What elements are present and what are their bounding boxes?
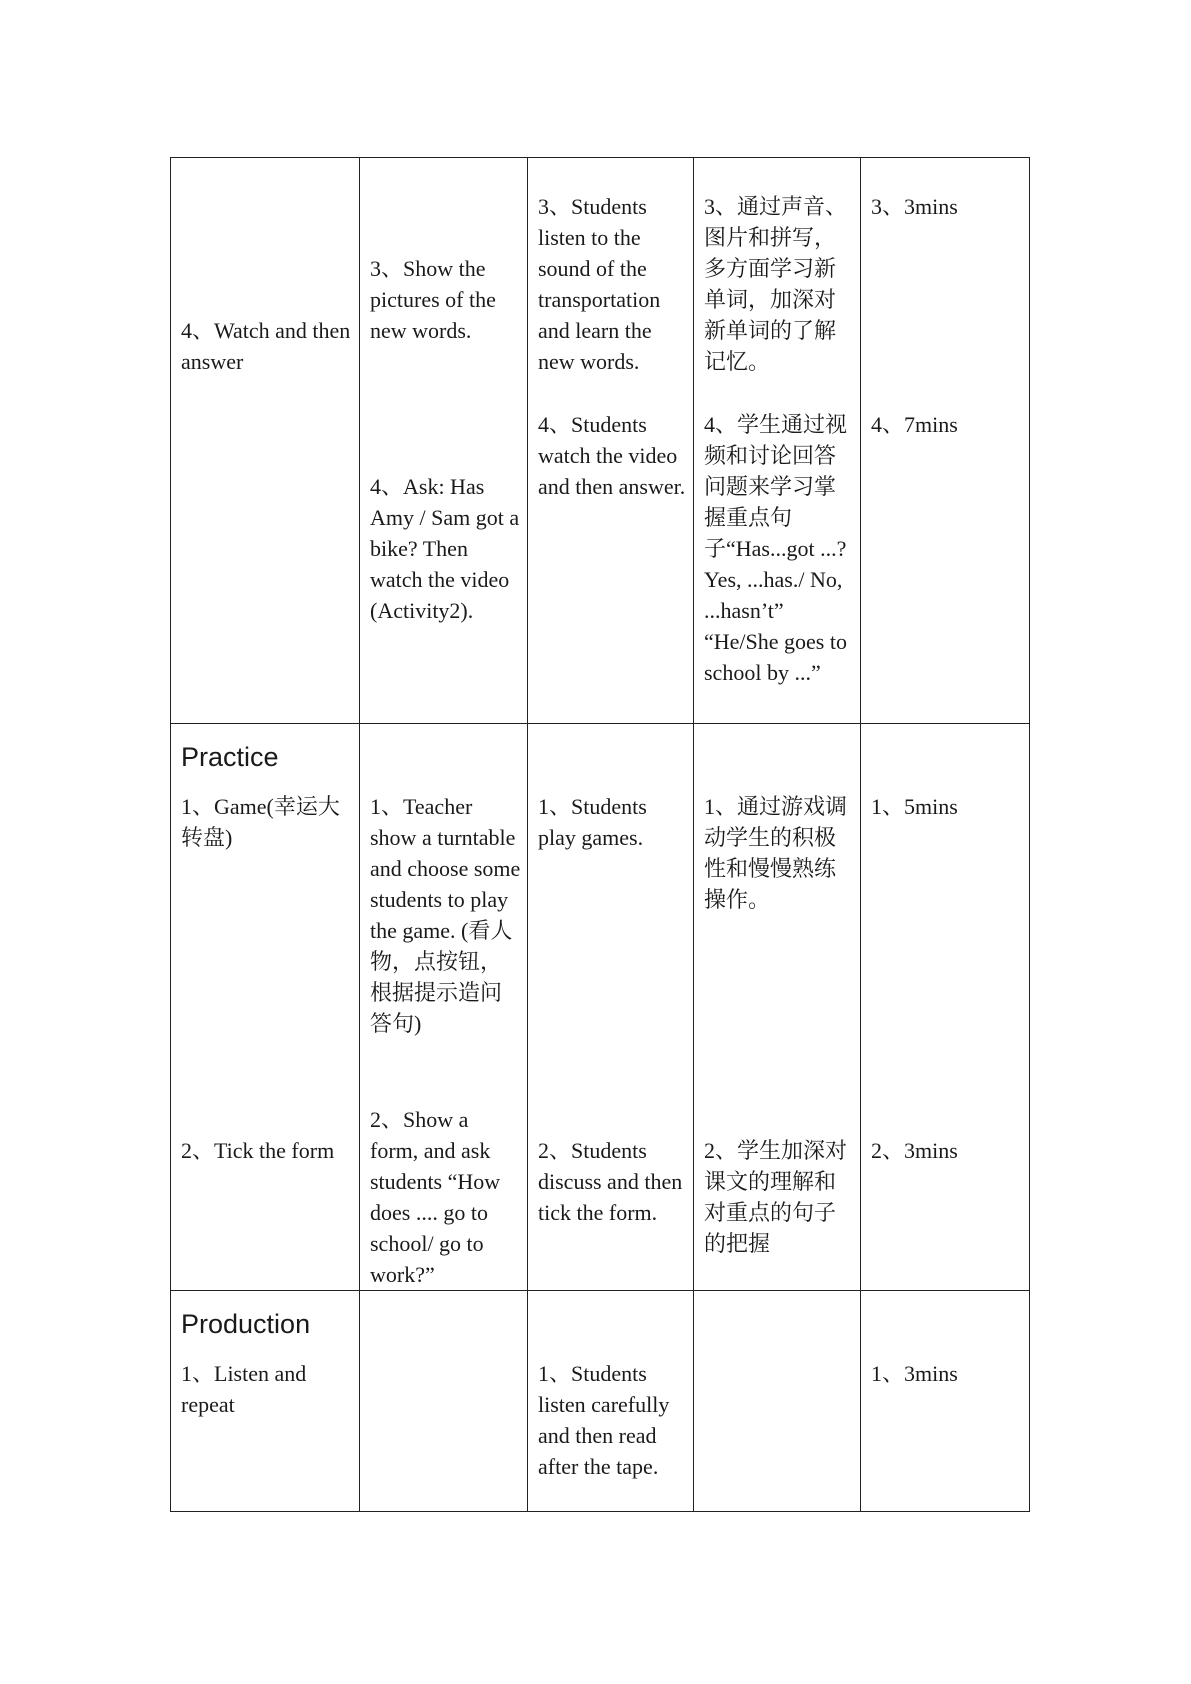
time-value: 1、5mins bbox=[871, 794, 958, 819]
procedure-cell bbox=[171, 724, 360, 1291]
purpose-step: 4、学生通过视频和讨论回答问题来学习掌握重点句子“Has...got ...? Yes, ...has./ No, ...hasn’t” “He/She goes to school by ...” bbox=[704, 412, 848, 685]
table-row bbox=[171, 1291, 1030, 1512]
time-cell bbox=[861, 158, 1030, 724]
purpose-step: 1、通过游戏调动学生的积极性和慢慢熟练操作。 bbox=[704, 794, 848, 912]
teacher-step: 3、Show the pictures of the new words. bbox=[370, 256, 496, 343]
procedure-step: 1、Listen and repeat bbox=[181, 1361, 307, 1417]
procedure-step: 2、Tick the form bbox=[181, 1138, 335, 1163]
student-step: 2、Students discuss and then tick the form. bbox=[538, 1138, 683, 1225]
section-heading-practice: Practice bbox=[181, 742, 279, 772]
procedure-step: 4、Watch and then answer bbox=[181, 318, 351, 374]
teacher-activity-cell bbox=[360, 158, 528, 724]
table-row bbox=[171, 724, 1030, 1291]
purpose-cell bbox=[694, 158, 861, 724]
teacher-step: 2、Show a form, and ask students “How does .... go to school/ go to work?” bbox=[370, 1107, 501, 1287]
time-value: 4、7mins bbox=[871, 412, 958, 437]
procedure-cell bbox=[171, 158, 360, 724]
student-step: 3、Students listen to the sound of the transportation and learn the new words. bbox=[538, 194, 661, 374]
teacher-activity-cell bbox=[360, 724, 528, 1291]
purpose-cell bbox=[694, 1291, 861, 1512]
student-activity-cell bbox=[528, 724, 694, 1291]
time-cell bbox=[861, 724, 1030, 1291]
table-row bbox=[171, 158, 1030, 724]
time-value: 1、3mins bbox=[871, 1361, 958, 1386]
student-step: 1、Students play games. bbox=[538, 794, 647, 850]
teacher-activity-cell bbox=[360, 1291, 528, 1512]
student-activity-cell bbox=[528, 1291, 694, 1512]
time-value: 3、3mins bbox=[871, 194, 958, 219]
lesson-plan-table bbox=[170, 157, 1030, 1512]
section-heading-production: Production bbox=[181, 1309, 311, 1339]
purpose-cell bbox=[694, 724, 861, 1291]
teacher-step: 1、Teacher show a turntable and choose some students to play the game. (看人物，点按钮，根据提示造问答句) bbox=[370, 794, 521, 1036]
purpose-step: 3、通过声音、图片和拼写，多方面学习新单词，加深对新单词的了解记忆。 bbox=[704, 194, 848, 374]
procedure-cell bbox=[171, 1291, 360, 1512]
teacher-step: 4、Ask: Has Amy / Sam got a bike? Then watch the video (Activity2). bbox=[370, 474, 520, 623]
purpose-step: 2、学生加深对课文的理解和对重点的句子的把握 bbox=[704, 1138, 848, 1256]
time-cell bbox=[861, 1291, 1030, 1512]
time-value: 2、3mins bbox=[871, 1138, 958, 1163]
student-step: 1、Students listen carefully and then read after the tape. bbox=[538, 1361, 670, 1479]
procedure-step: 1、Game(幸运大转盘) bbox=[181, 794, 340, 850]
student-step: 4、Students watch the video and then answer. bbox=[538, 412, 686, 499]
student-activity-cell bbox=[528, 158, 694, 724]
